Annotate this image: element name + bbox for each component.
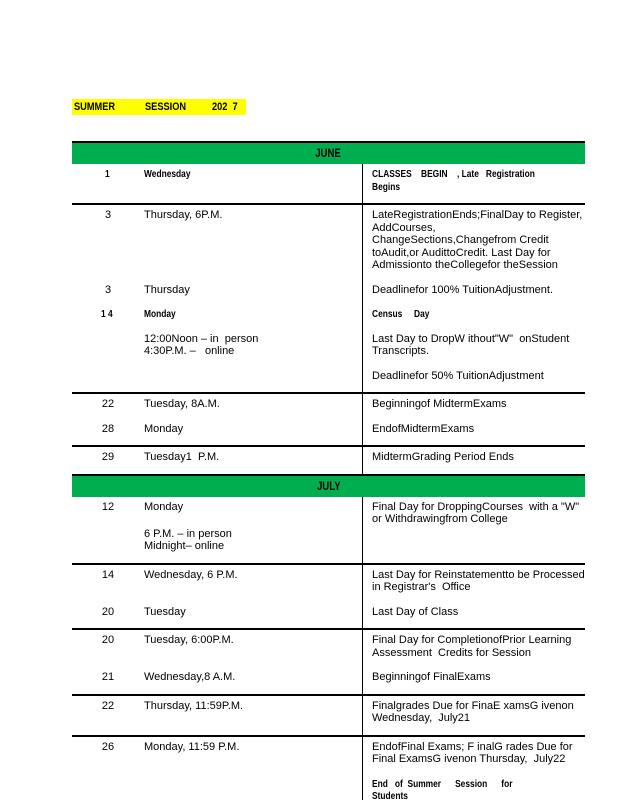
table-row bbox=[72, 284, 585, 297]
description-cell bbox=[366, 606, 589, 619]
description-cell bbox=[366, 671, 589, 684]
month-header-june bbox=[72, 141, 585, 164]
date-cell: 12 bbox=[101, 500, 115, 513]
day-cell bbox=[144, 501, 366, 514]
date-cell: 14 bbox=[101, 568, 115, 581]
date-cell: 20 bbox=[101, 605, 115, 618]
description-paragraph: EndofMidtermExams bbox=[372, 422, 475, 435]
title-word-summer: SUMMER bbox=[74, 101, 116, 113]
description-paragraph: Last Day to DropW ithout"W" onStudent Transcripts. bbox=[372, 332, 573, 357]
day-line: Tuesday bbox=[144, 605, 186, 618]
date-cell: 1 4 bbox=[100, 308, 113, 320]
day-cell bbox=[144, 451, 366, 464]
day-cell bbox=[144, 634, 366, 647]
month-label: JULY bbox=[316, 478, 341, 493]
table-row bbox=[72, 501, 585, 526]
date-cell: 21 bbox=[101, 671, 115, 683]
description-paragraph: Deadlinefor 100% TuitionAdjustment. bbox=[372, 283, 553, 296]
day-line: 4:30P.M. – online bbox=[144, 345, 235, 357]
day-line: Tuesday, 8A.M. bbox=[144, 398, 220, 410]
date-cell: 3 bbox=[104, 283, 112, 296]
day-line: Wednesday bbox=[144, 168, 191, 180]
day-line: Wednesday, 6 P.M. bbox=[144, 568, 238, 581]
description-cell bbox=[366, 700, 589, 725]
table-row bbox=[72, 634, 585, 659]
description-paragraph: Final Day for DroppingCourses with a "W" or Withdrawingfrom College bbox=[372, 500, 586, 525]
table-row bbox=[72, 741, 585, 800]
calendar-table bbox=[72, 141, 588, 800]
day-cell bbox=[144, 569, 366, 582]
day-line: Tuesday1 P.M. bbox=[144, 451, 220, 463]
description-cell bbox=[366, 398, 589, 411]
day-line: Monday bbox=[144, 500, 184, 513]
day-line: Tuesday, 6:00P.M. bbox=[144, 634, 234, 646]
description-cell bbox=[366, 333, 589, 383]
date-cell: 22 bbox=[101, 699, 115, 712]
description-cell bbox=[366, 741, 589, 800]
row-group bbox=[72, 628, 585, 694]
description-cell bbox=[366, 284, 589, 297]
table-row bbox=[72, 451, 585, 464]
day-cell bbox=[144, 168, 366, 181]
date-cell: 3 bbox=[104, 209, 112, 221]
description-paragraph: Beginningof FinalExams bbox=[372, 671, 491, 683]
description-paragraph: Last Day of Class bbox=[372, 605, 459, 618]
table-row bbox=[72, 209, 585, 272]
day-cell bbox=[144, 423, 366, 436]
description-paragraph: LateRegistrationEnds;FinalDay to Register, AddCourses, ChangeSections,Changefrom Credit toAudit,or AudittoCredit. Last Day for Admissionto theCollegefor theSession bbox=[372, 209, 585, 271]
day-cell bbox=[144, 209, 366, 222]
day-line: Monday bbox=[144, 308, 176, 320]
description-cell bbox=[366, 308, 589, 321]
table-row bbox=[72, 606, 585, 619]
table-row bbox=[72, 423, 585, 436]
day-cell bbox=[144, 700, 366, 713]
description-paragraph: Finalgrades Due for FinaE xamsG ivenon Wednesday, July21 bbox=[372, 699, 577, 724]
row-group bbox=[72, 563, 588, 629]
description-paragraph: CLASSES BEGIN , Late Registration Begins bbox=[372, 168, 545, 193]
table-row bbox=[72, 308, 585, 321]
description-paragraph: Census Day bbox=[372, 308, 430, 320]
day-line: 12:00Noon – in person bbox=[144, 332, 259, 345]
description-cell bbox=[366, 451, 589, 464]
date-cell: 22 bbox=[101, 398, 115, 410]
row-group bbox=[72, 445, 585, 474]
row-group bbox=[72, 164, 585, 203]
row-group bbox=[72, 203, 585, 392]
description-cell bbox=[366, 501, 589, 526]
day-line: Monday bbox=[144, 422, 184, 435]
month-header-july bbox=[72, 474, 585, 497]
day-cell bbox=[144, 308, 366, 321]
date-cell: 26 bbox=[101, 740, 115, 753]
row-group bbox=[72, 497, 585, 563]
date-cell: 29 bbox=[101, 451, 115, 463]
day-cell bbox=[144, 741, 366, 754]
title-year: 202 7 bbox=[211, 101, 238, 113]
description-paragraph: End of Summer Session for Students bbox=[372, 777, 518, 800]
table-row bbox=[72, 168, 585, 193]
day-line: Thursday, 11:59P.M. bbox=[144, 699, 244, 712]
description-paragraph: EndofFinal Exams; F inalG rades Due for Final ExamsG ivenon Thursday, July22 bbox=[372, 740, 576, 765]
table-row bbox=[72, 671, 585, 684]
day-line: 6 P.M. – in person bbox=[144, 527, 232, 540]
day-cell bbox=[144, 671, 366, 684]
description-paragraph: Beginningof MidtermExams bbox=[372, 398, 507, 410]
day-line: Thursday bbox=[144, 283, 190, 296]
day-cell bbox=[144, 284, 366, 297]
description-cell bbox=[366, 569, 589, 594]
table-row bbox=[72, 568, 588, 594]
day-cell bbox=[144, 606, 366, 619]
page-title bbox=[72, 99, 246, 115]
day-cell bbox=[144, 398, 366, 411]
description-paragraph: Last Day for Reinstatementto be Processed in Registrar's Office bbox=[372, 568, 588, 593]
description-cell bbox=[366, 634, 589, 659]
row-group bbox=[72, 735, 585, 800]
title-word-session: SESSION bbox=[144, 101, 186, 113]
day-line: Wednesday,8 A.M. bbox=[144, 671, 236, 683]
description-cell bbox=[366, 168, 589, 193]
day-cell bbox=[144, 528, 366, 553]
description-paragraph: Final Day for CompletionofPrior Learning Assessment Credits for Session bbox=[372, 634, 574, 659]
description-cell bbox=[366, 209, 589, 272]
date-cell: 20 bbox=[101, 634, 115, 646]
description-paragraph: MidtermGrading Period Ends bbox=[372, 451, 514, 463]
table-row bbox=[72, 398, 585, 411]
table-row bbox=[72, 333, 585, 383]
table-row bbox=[72, 528, 585, 553]
row-group bbox=[72, 694, 585, 735]
description-paragraph: Deadlinefor 50% TuitionAdjustment bbox=[372, 369, 544, 382]
day-cell bbox=[144, 333, 366, 358]
day-line: Monday, 11:59 P.M. bbox=[144, 740, 240, 753]
table-row bbox=[72, 700, 585, 725]
day-line: Thursday, 6P.M. bbox=[144, 209, 223, 221]
description-cell bbox=[366, 423, 589, 436]
month-label: JUNE bbox=[315, 146, 342, 161]
row-group bbox=[72, 392, 585, 445]
date-cell: 1 bbox=[105, 168, 110, 180]
day-line: Midnight– online bbox=[144, 540, 225, 552]
date-cell: 28 bbox=[101, 422, 115, 435]
